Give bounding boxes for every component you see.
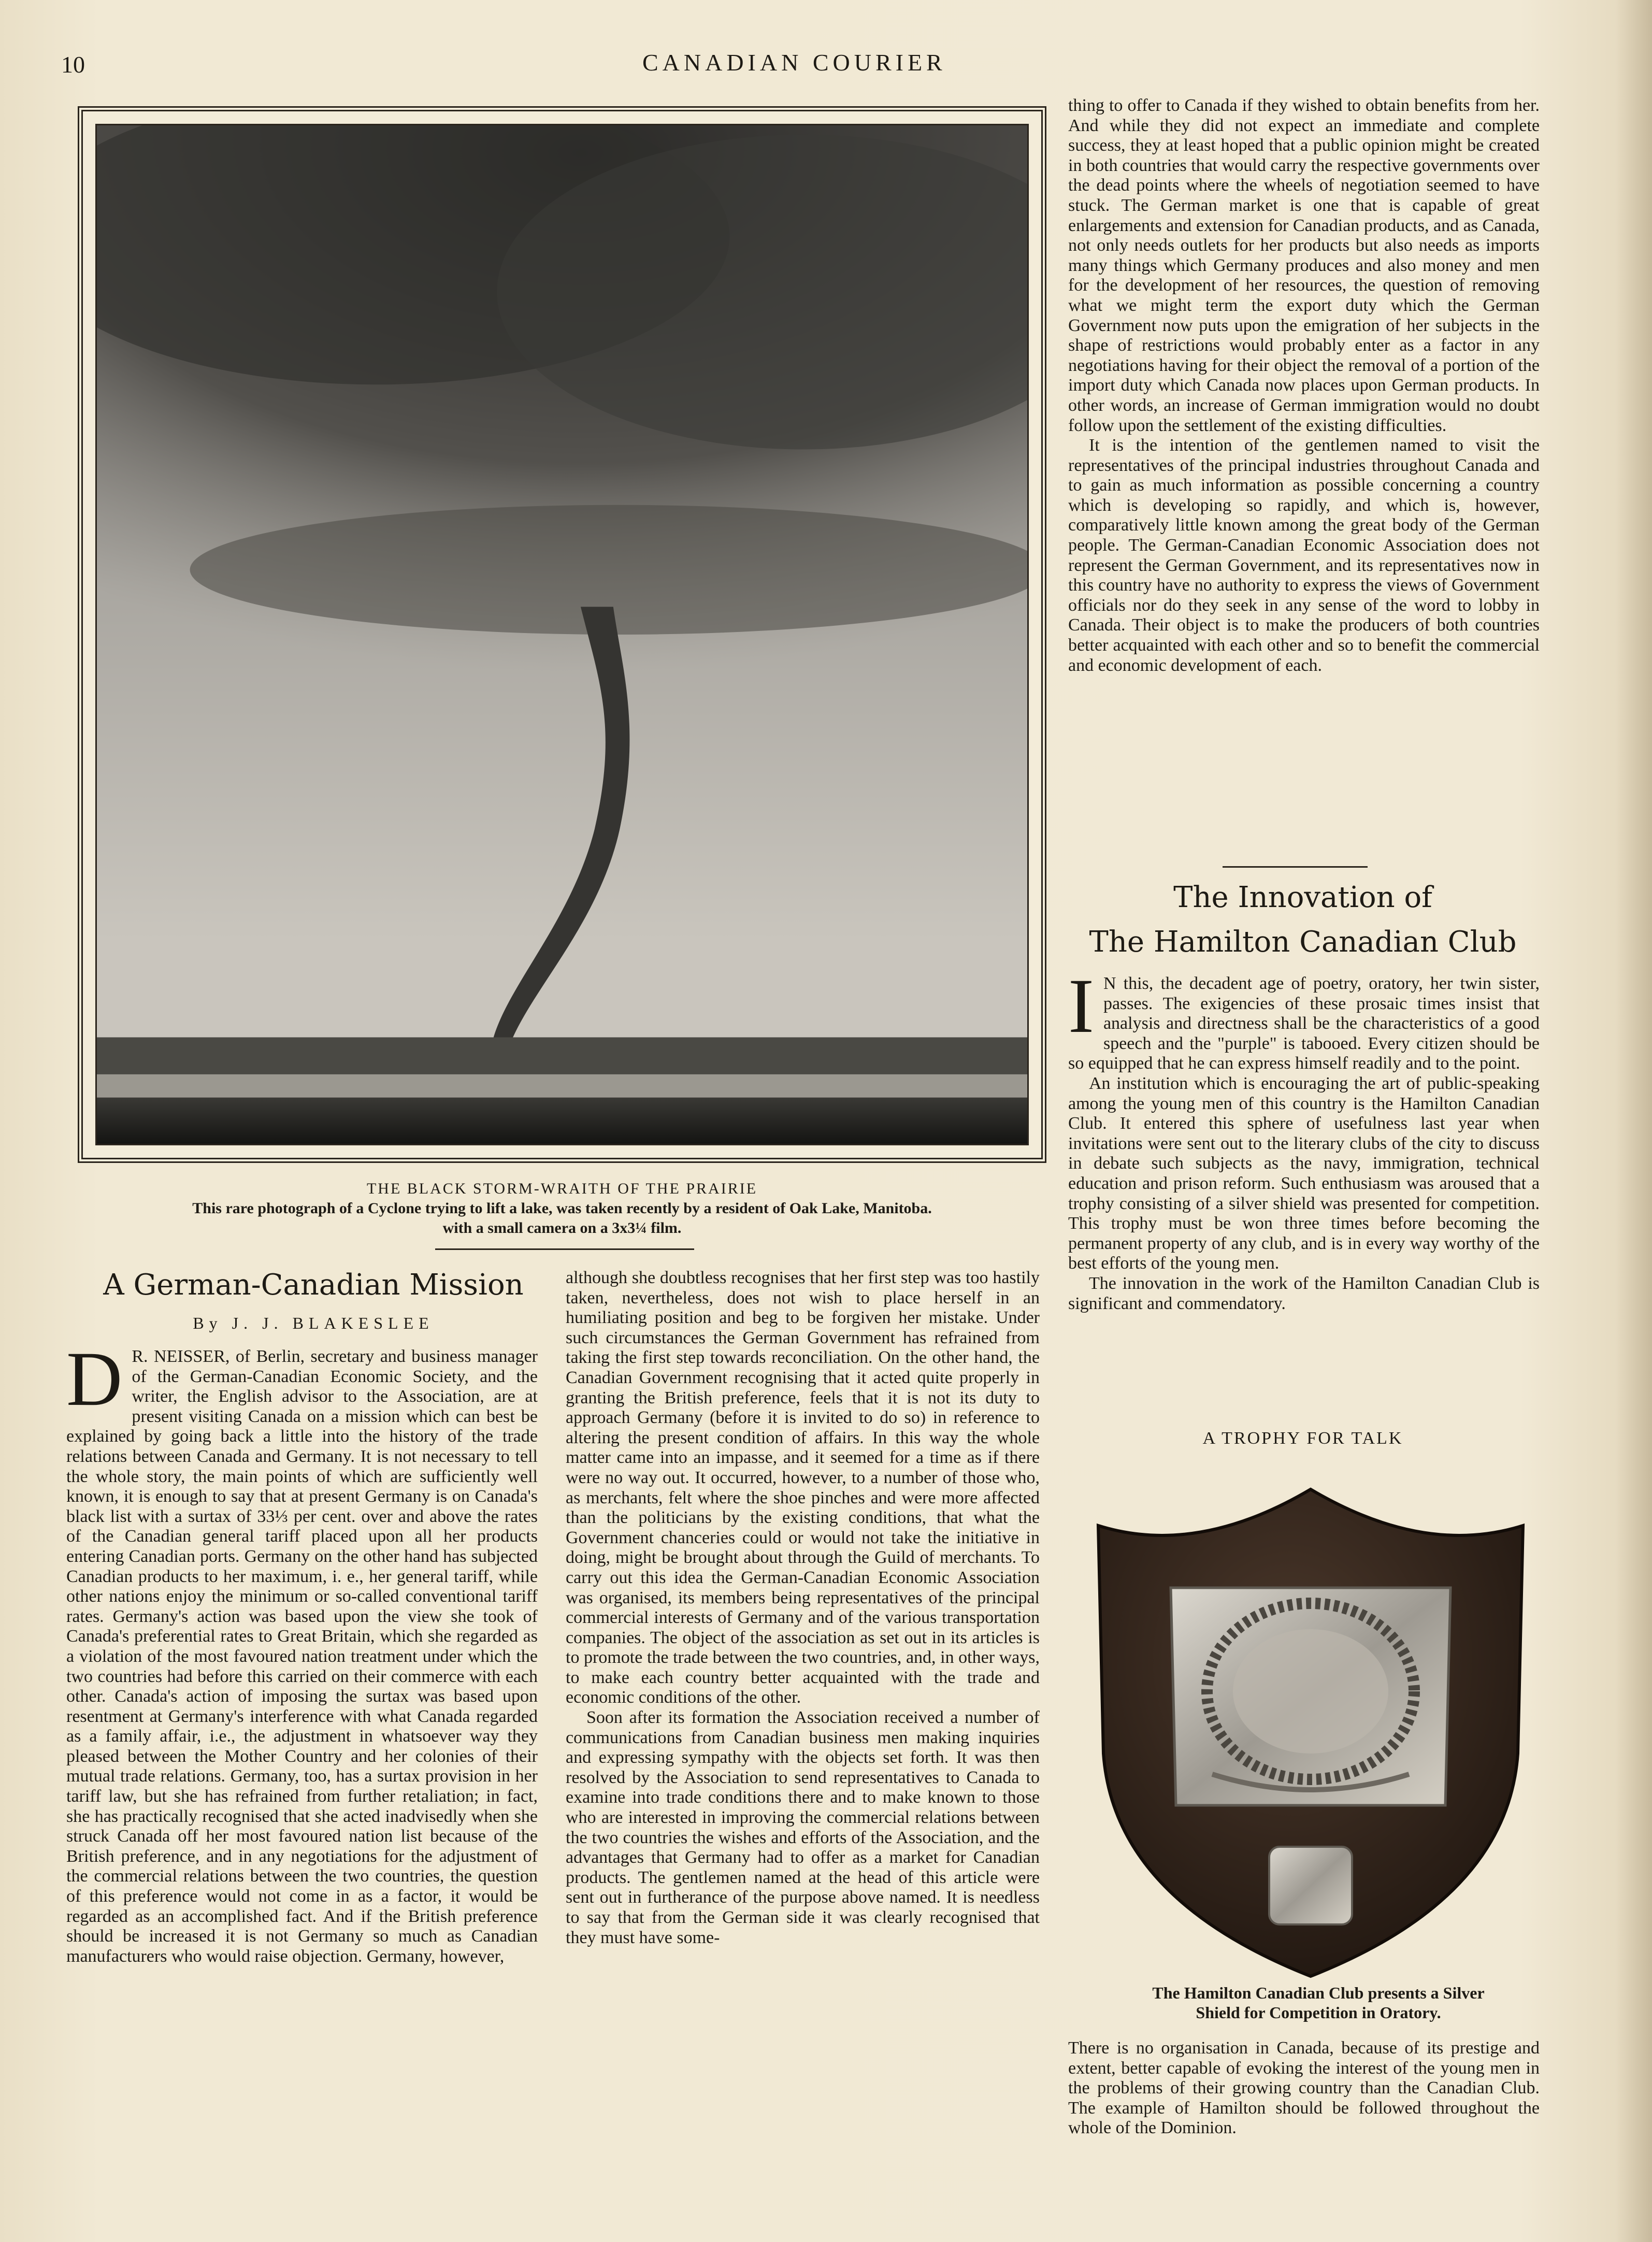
article2-body: [1068, 963, 1540, 1314]
running-header: CANADIAN COURIER: [642, 49, 946, 76]
trophy-shield-photo: [1083, 1484, 1539, 1981]
article1-column3: [1068, 96, 1540, 676]
article1-paragraph4: thing to offer to Canada if they wished to obtain benefits from her. And while they did not expect an immediate and complete success, they at least hoped that a public opinion might be created in both countries that would carry the respective governments over the dead points where the wheels of negotiation seemed to have stuck. The German market is one that is capable of great enlargements and extension for Canadian products, and as Canada, not only needs outlets for her products but also needs as imports many things which Germany produces and also money and men for the development of her resources, the question of removing what we might term the export duty which the German Government now puts upon the emigration of her subjects in the shape of restrictions would probably enter as a factor in any negotiations having for their object the removal of a portion of the import duty which Canada now places upon German products. In other words, an increase of German immigration would no doubt follow upon the settlement of the existing difficulties.: [1068, 96, 1540, 435]
cyclone-photo: [95, 124, 1029, 1145]
article-divider: [1223, 866, 1368, 868]
article1-paragraph3: Soon after its formation the Association received a number of communications from Canadian business men making inquiries and expressing sympathy with the objects set forth. It was then resolved by the Association to send representatives to Canada to examine into trade conditions there and to make known to those who are interested in improving the commercial relations between the two countries the wishes and efforts of the Association, and the advantages that Germany had to offer as a market for Canadian products. The gentlemen named at the head of this article were sent out in furtherance of the purpose above named. It is needless to say that from the German side it was clearly recognised that they must have some-: [566, 1708, 1040, 1947]
trophy-heading: A TROPHY FOR TALK: [1202, 1429, 1403, 1448]
article-byline: By J. J. BLAKESLEE: [193, 1314, 434, 1332]
page-number: 10: [61, 51, 85, 78]
article2-paragraph1: N this, the decadent age of poetry, oratory, her twin sister, passes. The exigencies of these prosaic times insist that analysis and directness shall be the characteristics of a good speech and the "purple" is tabooed. Every citizen should be so equipped that he can express himself readily and to the point.: [1068, 974, 1540, 1073]
shield-caption-line2: Shield for Competition in Oratory.: [1196, 2003, 1441, 2022]
page-edge-shadow: [1616, 0, 1652, 2242]
article1-paragraph1: R. NEISSER, of Berlin, secretary and business manager of the German-Canadian Economic Society, and the writer, the English advisor to the Association, are at present visiting Canada on a mission which can best be explained by going back a little into the history of the trade relations between Canada and Germany. It is not necessary to tell the whole story, the main points of which are sufficiently well known, it is enough to say that at present Germany is on Canada's black list with a surtax of 33⅓ per cent. over and above the rates of the Canadian general tariff placed upon all her products entering Canadian ports. Germany on the other hand has subjected Canadian products to her maximum, i. e., her general tariff, while other nations enjoy the minimum or so-called conventional tariff rates. Germany's action was based upon the view she took of Canada's preferential rates to Great Britain, which she regarded as a violation of the most favoured nation treatment under which the two countries had before this carried on their commerce with each other. Canada's action of imposing the surtax was based upon resentment at Germany's interference with what Canada regarded as a family affair, i.e., the adjustment in whatsoever way they pleased between the Mother Country and her colonies of their mutual trade relations. Germany, too, has a surtax provision in her tariff law, but she has refrained from further retaliation; in fact, she has practically recognised that she acted inadvisedly when she struck Canada off her most favoured nation list because of the British preference, and in any negotiations for the adjustment of the commercial relations between the two countries, the question of this preference would not come in as a factor, it would be regarded as an accomplished fact. And if the British preference should be increased it is not Germany so much as Canadian manufacturers who would raise objection. Germany, however,: [66, 1347, 538, 1966]
photo-caption-title: THE BLACK STORM-WRAITH OF THE PRAIRIE: [366, 1180, 758, 1197]
dropcap-i: I: [1068, 963, 1094, 1049]
article-title-german-canadian: A German-Canadian Mission: [103, 1268, 524, 1302]
cyclone-photo-frame: [78, 106, 1046, 1163]
shield-caption-line1: The Hamilton Canadian Club presents a Silver: [1152, 1984, 1485, 2002]
article2-paragraph3: The innovation in the work of the Hamilton Canadian Club is significant and commendatory.: [1068, 1273, 1540, 1313]
article1-column1: [66, 1336, 538, 1966]
caption-divider: [435, 1248, 694, 1250]
photo-caption-line1: This rare photograph of a Cyclone trying to lift a lake, was taken recently by a resident of Oak Lake, Manitoba.: [192, 1200, 932, 1217]
cyclone-photo-image: [97, 125, 1027, 1144]
article1-paragraph5: It is the intention of the gentlemen named to visit the representatives of the principal industries throughout Canada and to gain as much information as possible concerning a country which is developing so rapidly, and which is, however, comparatively little known among the great body of the German people. The German-Canadian Economic Association does not represent the German Government, and its representatives now in this country have no authority to express the views of Government officials nor do they seek in any sense of the word to lobby in Canada. Their object is to make the producers of both countries better acquainted with each other and so to benefit the commercial and economic development of each.: [1068, 436, 1540, 675]
article2-closing: [1068, 2038, 1540, 2138]
article2-title-line2: The Hamilton Canadian Club: [1089, 925, 1517, 959]
trophy-shield-image: [1083, 1484, 1539, 1981]
article2-title-line1: The Innovation of: [1173, 881, 1432, 914]
article2-paragraph2: An institution which is encouraging the art of public-speaking among the young men of this country is the Hamilton Canadian Club. It entered this sphere of usefulness last year when invitations were sent out to the literary clubs of the city to discuss in debate such subjects as the navy, immigration, technical education and prison reform. Such enthusiasm was aroused that a trophy consisting of a silver shield was presented for competition. This trophy must be won three times before becoming the permanent property of any club, and is in every way worthy of the best efforts of the young men.: [1068, 1073, 1540, 1273]
article1-paragraph2: although she doubtless recognises that her first step was too hastily taken, nevertheless, does not wish to place herself in an humiliating position and beg to be forgiven her mistake. Under such circumstances the German Government has refrained from taking the first step towards reconciliation. On the other hand, the Canadian Government recognising that it acted quite properly in granting the British preference, feels that it is not its duty to approach Germany (before it is invited to do so) in reference to altering the present condition of affairs. In this way the whole matter came into an impasse, and it seemed for a time as if there were no way out. It occurred, however, to a number of those who, as merchants, felt where the shoe pinches and were more affected than the politicians by the existing conditions, that what the Government chanceries could or would not take the initiative in doing, might be brought about through the Guild of merchants. To carry out this idea the German-Canadian Economic Association was organised, its members being representatives of the principal commercial interests of Germany and of the various transportation companies. The object of the association as set out in its articles is to promote the trade between the two countries, and, in other ways, to make each country better acquainted with the trade and economic conditions of the other.: [566, 1268, 1040, 1707]
article1-column2: [566, 1268, 1040, 1948]
article2-paragraph4: There is no organisation in Canada, because of its prestige and extent, better capable of evoking the interest of the young men in the problems of their growing country than the Canadian Club. The example of Hamilton should be followed throughout the whole of the Dominion.: [1068, 2038, 1540, 2138]
photo-caption-line2: with a small camera on a 3x3¼ film.: [442, 1219, 682, 1237]
dropcap-d: D: [66, 1336, 123, 1422]
